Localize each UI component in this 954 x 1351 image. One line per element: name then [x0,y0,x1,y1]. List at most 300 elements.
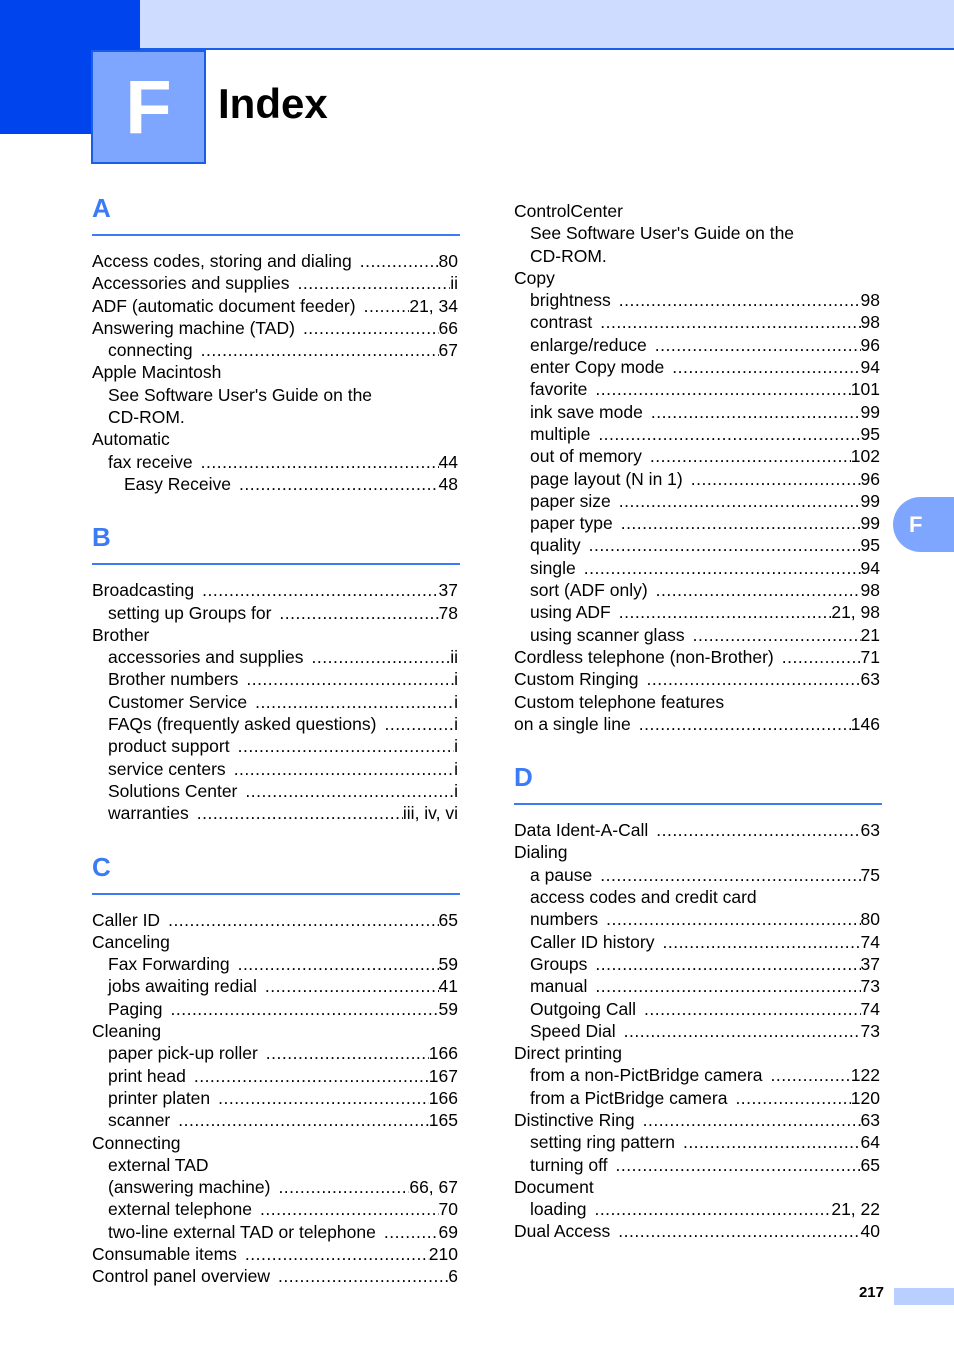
index-entry [514,1154,880,1176]
index-entry [514,1020,880,1042]
dot-leader [312,646,451,668]
index-entry [92,250,458,272]
index-term: scanner [108,1110,171,1131]
dot-leader [691,468,861,490]
index-term: quality [530,535,581,556]
index-page-ref[interactable]: 210 [428,1243,458,1264]
section-heading [514,745,882,805]
index-term: service centers [108,758,226,779]
dot-leader [279,602,438,624]
index-entry [514,1131,880,1153]
index-term: ControlCenter [514,201,623,221]
index-entry [514,378,880,400]
index-page-ref[interactable]: 73 [860,976,880,997]
index-page-ref[interactable]: 165 [428,1110,458,1131]
dot-leader [598,423,860,445]
dot-leader [782,646,861,668]
index-entry [514,267,880,289]
dot-leader [245,780,454,802]
dot-leader [360,250,439,272]
index-entry [92,272,458,294]
index-term: single [530,557,576,578]
index-page-ref[interactable]: 21, 98 [831,602,880,623]
index-term: Direct printing [514,1043,622,1064]
dot-leader [624,1020,861,1042]
page-title: Index [218,80,328,127]
index-page-ref[interactable]: 59 [438,954,458,975]
index-column-right [514,200,882,1243]
dot-leader [278,1265,448,1287]
index-page-ref[interactable]: 122 [850,1065,880,1086]
index-page-ref[interactable]: 71 [860,646,880,667]
section-spacer [92,236,460,250]
index-entry [92,909,458,931]
dot-leader [639,713,851,735]
index-term: ink save mode [530,401,643,422]
index-page-ref[interactable]: 167 [428,1065,458,1086]
section-spacer [514,735,882,745]
index-entry [514,490,880,512]
index-term: on a single line [514,713,631,734]
index-entry [92,602,458,624]
section-rule [92,893,460,895]
index-page-ref[interactable]: 94 [860,357,880,378]
dot-leader [651,401,861,423]
index-term: two-line external TAD or telephone [108,1221,376,1242]
dot-leader [246,668,454,690]
index-page-ref[interactable]: 80 [860,909,880,930]
index-entry [514,534,880,556]
index-term: Broadcasting [92,580,195,601]
index-entry [514,1176,880,1198]
dot-leader [643,1109,861,1131]
index-term: jobs awaiting redial [108,976,257,997]
index-term: Custom Ringing [514,669,639,690]
index-term: Caller ID [92,909,161,930]
index-term: Customer Service [108,691,248,712]
dot-leader [595,378,850,400]
index-page-ref[interactable]: i [454,691,458,712]
index-term: Cordless telephone (non-Brother) [514,646,774,667]
index-page-ref[interactable]: 80 [438,251,458,271]
dot-leader [683,1131,861,1153]
index-page-ref[interactable]: 99 [860,490,880,511]
index-page-ref[interactable]: 64 [860,1132,880,1153]
index-page-ref[interactable]: 99 [860,401,880,422]
index-entry [92,931,458,953]
index-entry [514,579,880,601]
index-page-ref[interactable]: 63 [860,820,880,841]
index-page-ref[interactable]: 6 [448,1266,458,1287]
index-term: using ADF [530,602,611,623]
dot-leader [384,713,454,735]
index-entry [92,1042,458,1064]
index-entry [92,339,458,361]
index-term: enter Copy mode [530,357,665,378]
index-term: out of memory [530,446,642,467]
index-term: Access codes, storing and dialing [92,251,352,271]
dot-leader [655,334,861,356]
index-term: sort (ADF only) [530,580,648,601]
index-entry [514,713,880,735]
index-term: multiple [530,423,591,444]
index-term: Speed Dial [530,1020,616,1041]
index-page-ref[interactable]: 98 [860,290,880,311]
section-letter: D [514,762,533,793]
dot-leader [619,490,861,512]
index-term: Data Ident-A-Call [514,820,649,841]
index-page-ref[interactable]: 166 [428,1087,458,1108]
dot-leader [618,1220,860,1242]
index-page-ref[interactable]: 63 [860,669,880,690]
index-term: Solutions Center [108,780,238,801]
index-page-ref[interactable]: 78 [438,602,458,623]
index-entry [514,356,880,378]
index-page-ref[interactable]: 63 [860,1109,880,1130]
index-term: favorite [530,379,588,400]
index-term: Paging [108,998,163,1019]
index-page-ref[interactable]: 99 [860,513,880,534]
index-entry [92,473,458,495]
index-entry [92,361,458,383]
index-entry [514,601,880,623]
dot-leader [218,1087,429,1109]
index-page-ref[interactable]: 37 [860,953,880,974]
index-page-ref[interactable]: 166 [428,1043,458,1064]
dot-leader [364,295,410,317]
index-term: (answering machine) [108,1177,271,1198]
index-page-ref[interactable]: 101 [850,379,880,400]
dot-leader [171,998,439,1020]
index-page-ref[interactable]: i [454,736,458,757]
index-entry [92,735,458,757]
index-term: connecting [108,340,193,361]
index-entry [92,1243,458,1265]
section-heading [92,835,460,895]
index-term: external TAD [108,1154,209,1175]
index-term: page layout (N in 1) [530,468,683,489]
index-term: paper size [530,490,611,511]
dot-leader [168,909,438,931]
dot-leader [735,1087,850,1109]
index-page-ref[interactable]: 37 [438,580,458,601]
index-term: brightness [530,290,611,311]
index-entry [514,668,880,690]
dot-leader [619,601,832,623]
index-entry [514,931,880,953]
index-page-ref[interactable]: 66, 67 [409,1177,458,1198]
index-entry [514,819,880,841]
index-term: Answering machine (TAD) [92,317,295,338]
index-page-ref[interactable]: ii [450,273,458,294]
index-entry [514,908,880,930]
index-term: from a non-PictBridge camera [530,1065,763,1086]
dot-leader [606,908,860,930]
index-term: Consumable items [92,1243,237,1264]
index-page-ref[interactable]: 95 [860,535,880,556]
dot-leader [265,975,439,997]
index-term: accessories and supplies [108,647,304,668]
index-entry [92,1065,458,1087]
index-entry [92,1265,458,1287]
index-entry [514,1064,880,1086]
index-page-ref[interactable]: 40 [860,1221,880,1242]
index-column-left [92,193,460,1288]
index-page-ref[interactable]: 73 [860,1020,880,1041]
section-heading [92,505,460,565]
index-entry [92,579,458,601]
index-page-ref[interactable]: 59 [438,998,458,1019]
index-term: printer platen [108,1087,211,1108]
index-term: warranties [108,803,189,824]
index-page-ref[interactable]: 48 [438,473,458,494]
dot-leader [239,473,439,495]
index-term: Easy Receive [124,473,231,494]
chapter-letter: F [91,50,206,164]
section-letter: B [92,522,111,553]
index-entry [92,295,458,317]
index-page-ref[interactable]: 65 [860,1154,880,1175]
index-entry [92,428,458,450]
index-term: from a PictBridge camera [530,1087,728,1108]
section-spacer [92,825,460,835]
dot-leader [644,998,860,1020]
index-entry [92,624,458,646]
index-page-ref[interactable]: 94 [860,557,880,578]
dot-leader [297,272,450,294]
index-term: Groups [530,953,588,974]
dot-leader [600,864,860,886]
dot-leader [384,1221,439,1243]
dot-leader [255,691,454,713]
index-page-ref[interactable]: i [454,669,458,690]
index-term: contrast [530,312,593,333]
section-rule [92,234,460,236]
section-heading [92,193,460,236]
section-spacer [514,805,882,819]
index-page-ref[interactable]: 67 [438,340,458,361]
index-page-ref[interactable]: 21, 22 [831,1199,880,1220]
dot-leader [266,1042,429,1064]
index-term: Brother numbers [108,669,239,690]
index-entry [514,864,880,886]
index-term: FAQs (frequently asked questions) [108,714,377,735]
index-term: See Software User's Guide on the [530,223,795,244]
dot-leader [238,953,439,975]
section-letter: C [92,851,111,882]
index-term: turning off [530,1154,608,1175]
index-page-ref[interactable]: 21, 34 [409,295,458,316]
index-term: Caller ID history [530,931,655,952]
section-letter: A [92,193,111,223]
index-entry [514,401,880,423]
dot-leader [595,975,860,997]
index-page-ref[interactable]: 95 [860,423,880,444]
index-term: Fax Forwarding [108,954,230,975]
index-page-ref[interactable]: i [454,758,458,779]
index-term: manual [530,976,588,997]
index-entry [514,1042,880,1064]
dot-leader [303,317,439,339]
index-entry [92,1109,458,1131]
index-page-ref[interactable]: 146 [850,713,880,734]
index-term: print head [108,1065,186,1086]
index-term: paper type [530,513,613,534]
index-term: Document [514,1176,594,1197]
index-entry [92,998,458,1020]
index-term: Dialing [514,842,568,863]
index-entry [514,222,880,244]
dot-leader [234,758,454,780]
dot-leader [770,1064,850,1086]
section-rule [92,563,460,565]
footer-bar [894,1288,954,1305]
index-page-ref[interactable]: i [454,780,458,801]
dot-leader [619,289,861,311]
index-entry [92,975,458,997]
index-term: loading [530,1199,587,1220]
index-entry [514,953,880,975]
index-page-ref[interactable]: ii [450,647,458,668]
dot-leader [584,557,861,579]
index-term: Apple Macintosh [92,362,222,383]
index-entry [514,841,880,863]
index-term: See Software User's Guide on the [108,384,373,405]
dot-leader [672,356,860,378]
index-entry [514,1087,880,1109]
index-term: using scanner glass [530,624,685,645]
dot-leader [600,311,860,333]
dot-leader [178,1109,429,1131]
index-page-ref[interactable]: 120 [850,1087,880,1108]
index-page-ref[interactable]: 74 [860,998,880,1019]
index-page-ref[interactable]: 75 [860,864,880,885]
dot-leader [693,624,861,646]
index-entry [514,624,880,646]
index-page-ref[interactable]: 44 [438,451,458,472]
index-term: Brother [92,624,150,645]
section-rule [514,803,882,805]
section-spacer [92,495,460,505]
index-entry [92,691,458,713]
index-entry [92,953,458,975]
index-entry [514,245,880,267]
index-entry [514,1198,880,1220]
index-term: fax receive [108,451,193,472]
index-term: Dual Access [514,1221,611,1242]
section-spacer [92,565,460,579]
index-entry [92,780,458,802]
dot-leader [201,451,439,473]
index-entry [92,1020,458,1042]
index-entry [514,334,880,356]
index-term: CD-ROM. [108,407,185,428]
dot-leader [616,1154,861,1176]
index-page-ref[interactable]: 96 [860,468,880,489]
index-entry [514,998,880,1020]
index-term: ADF (automatic document feeder) [92,295,356,316]
index-entry [514,311,880,333]
chapter-side-tab[interactable]: F [893,497,954,552]
index-term: Outgoing Call [530,998,637,1019]
index-term: Canceling [92,931,170,952]
dot-leader [245,1243,429,1265]
index-term: setting up Groups for [108,602,272,623]
index-term: Control panel overview [92,1266,271,1287]
dot-leader [194,1065,429,1087]
index-term: Copy [514,267,555,288]
index-page-ref[interactable]: 96 [860,334,880,355]
dot-leader [197,802,403,824]
index-entry [92,1176,458,1198]
index-entry [514,468,880,490]
index-entry [92,384,458,406]
dot-leader [594,1198,831,1220]
index-term: Accessories and supplies [92,273,290,294]
index-entry [92,451,458,473]
dot-leader [589,534,861,556]
index-page-ref[interactable]: 41 [438,976,458,997]
index-entry [514,1109,880,1131]
header-band [140,0,954,50]
dot-leader [278,1176,409,1198]
index-entry [514,691,880,713]
index-page-ref[interactable]: 98 [860,580,880,601]
index-entry [92,1132,458,1154]
index-entry [514,445,880,467]
index-term: Cleaning [92,1021,162,1042]
dot-leader [201,339,439,361]
dot-leader [621,512,861,534]
index-entry [514,200,880,222]
index-entry [514,557,880,579]
index-term: Distinctive Ring [514,1109,635,1130]
index-page-ref[interactable]: 69 [438,1221,458,1242]
index-page-ref[interactable]: 98 [860,312,880,333]
index-entry [92,802,458,824]
index-term: a pause [530,864,593,885]
index-term: Connecting [92,1132,181,1153]
index-page-ref[interactable]: 66 [438,317,458,338]
index-entry [92,406,458,428]
index-term: access codes and credit card [530,887,757,908]
index-entry [92,758,458,780]
index-entry [92,1198,458,1220]
index-term: CD-ROM. [530,245,607,266]
dot-leader [656,819,860,841]
index-term: setting ring pattern [530,1132,675,1153]
index-entry [514,512,880,534]
index-page-ref[interactable]: 21 [860,624,880,645]
index-page-ref[interactable]: 65 [438,909,458,930]
index-page-ref[interactable]: 70 [438,1199,458,1220]
index-entry [92,317,458,339]
index-page-ref[interactable]: 102 [850,446,880,467]
dot-leader [656,579,861,601]
index-term: Automatic [92,429,170,450]
index-term: paper pick-up roller [108,1043,258,1064]
index-entry [92,646,458,668]
index-page-ref[interactable]: 74 [860,931,880,952]
dot-leader [662,931,860,953]
index-page-ref[interactable]: iii, iv, vi [402,803,458,824]
section-spacer [92,895,460,909]
index-entry [514,646,880,668]
dot-leader [647,668,861,690]
index-page-ref[interactable]: i [454,714,458,735]
index-entry [514,886,880,908]
index-entry [514,289,880,311]
